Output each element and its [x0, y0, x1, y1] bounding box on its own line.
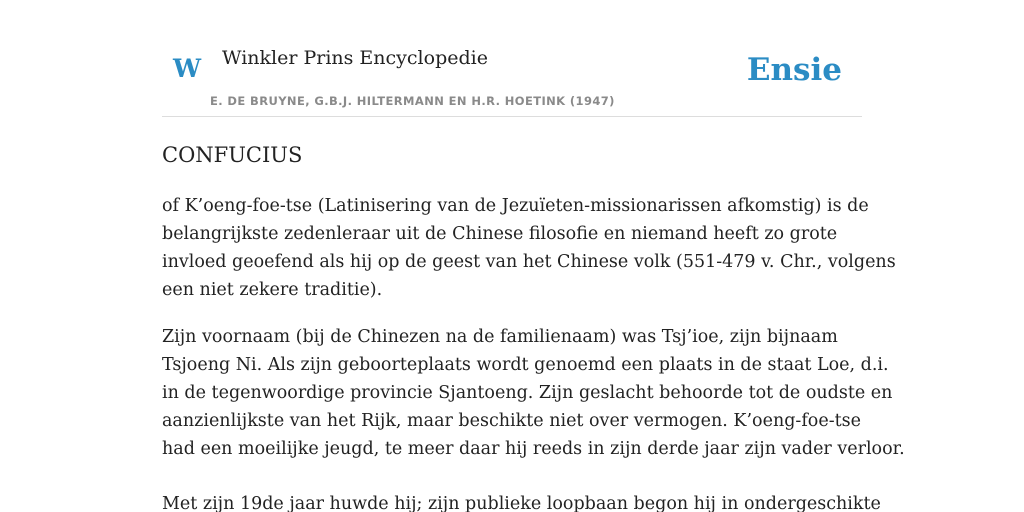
paragraph-line: in de tegenwoordige provincie Sjantoeng. Zijn geslacht behoorde tot de oudste en [162, 383, 893, 403]
article-title: CONFUCIUS [162, 143, 303, 167]
paragraph-line: Zijn voornaam (bij de Chinezen na de familienaam) was Tsj’ioe, zijn bijnaam [162, 327, 838, 347]
paragraph-line: belangrijkste zedenleraar uit de Chinese filosofie en niemand heeft zo grote [162, 224, 838, 244]
paragraph-line: invloed geoefend als hij op de geest van het Chinese volk (551-479 v. Chr., volgens [162, 252, 896, 272]
winkler-prins-logo-icon[interactable]: W [173, 54, 202, 83]
article-paragraph-3 [162, 490, 881, 512]
paragraph-line: een niet zekere traditie). [162, 280, 383, 300]
ensie-brand-logo[interactable]: Ensie [746, 52, 842, 88]
paragraph-line: aanzienlijkste van het Rijk, maar beschikte niet over vermogen. K’oeng-foe-tse [162, 411, 861, 431]
authors-line: E. DE BRUYNE, G.B.J. HILTERMANN EN H.R. HOETINK (1947) [210, 94, 615, 108]
paragraph-line: of K’oeng-foe-tse (Latinisering van de Jezuïeten-missionarissen afkomstig) is de [162, 196, 869, 216]
page [162, 0, 905, 512]
site-title[interactable]: Winkler Prins Encyclopedie [222, 47, 488, 69]
article-paragraph-2 [162, 323, 905, 463]
site-header [162, 0, 862, 117]
article-paragraph-1 [162, 192, 896, 304]
paragraph-line: had een moeilijke jeugd, te meer daar hij reeds in zijn derde jaar zijn vader verloor. [162, 439, 905, 459]
paragraph-line: Tsjoeng Ni. Als zijn geboorteplaats wordt genoemd een plaats in de staat Loe, d.i. [162, 355, 889, 375]
paragraph-line: Met zijn 19de jaar huwde hij; zijn publieke loopbaan begon hij in ondergeschikte [162, 494, 881, 512]
